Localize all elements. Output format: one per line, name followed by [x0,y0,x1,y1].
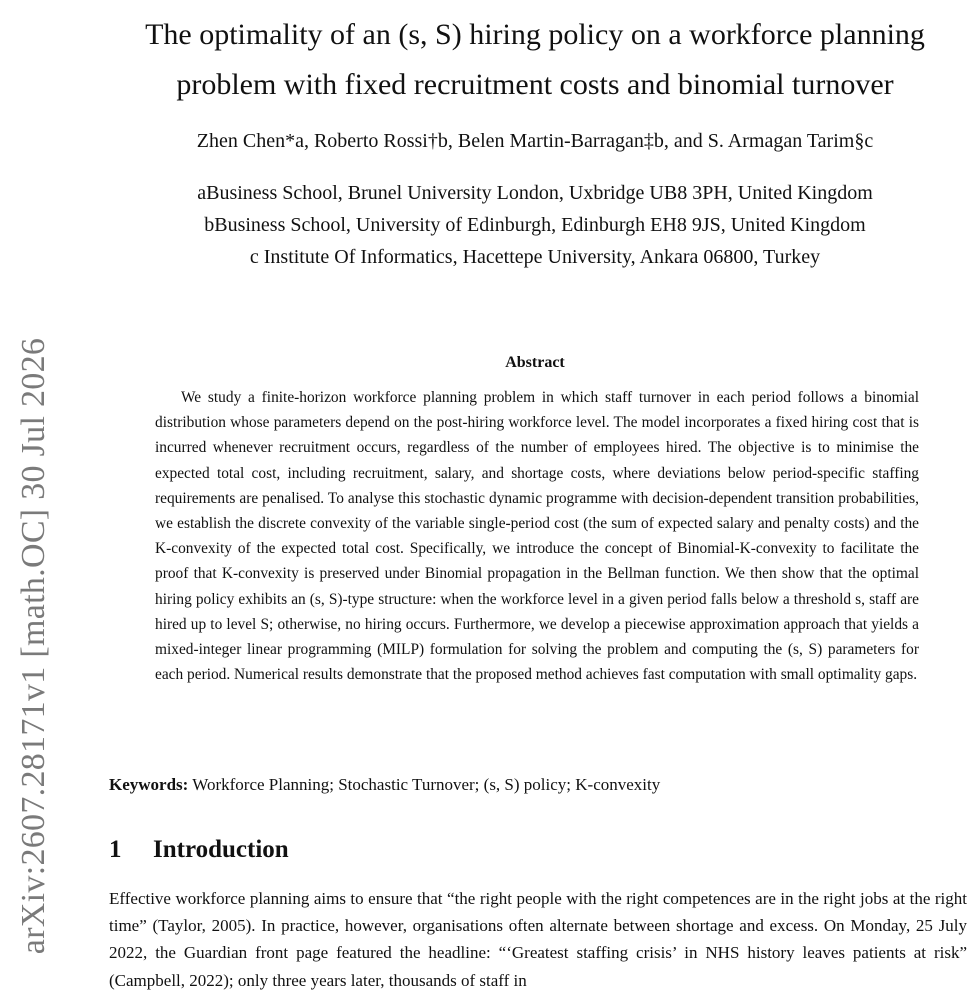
affiliation-c: c Institute Of Informatics, Hacettepe University, Ankara 06800, Turkey [249,246,821,268]
section-title: Introduction [153,836,289,863]
section-heading [109,833,969,867]
keywords-line [109,773,969,797]
abstract-heading: Abstract [505,354,565,371]
abstract-body: We study a finite-horizon workforce planning problem in which staff turnover in each period follows a binomial distribution whose parameters depend on the post-hiring workforce level. The model incorporates a fixed hiring cost that is incurred whenever recruitment occurs, regardless of the number of employees hired. The objective is to minimise the expected total cost, including recruitment, salary, and shortage costs, where deviations below period-specific staffing requirements are penalised. To analyse this stochastic dynamic programme with decision-dependent transition probabilities, we establish the discrete convexity of the variable single-period cost (the sum of expected salary and penalty costs) and the K-convexity of the expected total cost. Specifically, we introduce the concept of Binomial-K-convexity to facilitate the proof that K-convexity is preserved under Binomial propagation in the Bellman function. We then show that the optimal hiring policy exhibits an (s, S)-type structure: when the workforce level in a given period falls below a threshold s, staff are hired up to level S; otherwise, no hiring occurs. Furthermore, we develop a piecewise approximation approach that yields a mixed-integer linear programming (MILP) formulation for solving the problem and computing the (s, S) parameters for each period. Numerical results demonstrate that the proposed method achieves fast computation with small optimality gaps. [155,389,919,684]
arxiv-identifier: arXiv:2607.28171v1 [math.OC] 30 Jul 2026 [15,337,52,955]
affiliation-list [100,177,970,273]
introduction-paragraph: Effective workforce planning aims to ensure that “the right people with the right competences are in the right jobs at the right time” (Taylor, 2005). In practice, however, organisations often alternate between shortage and excess. On Monday, 25 July 2022, the Guardian front page featured the headline: “‘Greatest staffing crisis’ in NHS history leaves patients at risk” (Campbell, 2022); only three years later, thousands of staff in [109,889,967,990]
paper-title [100,10,970,110]
arxiv-sidebar [0,0,60,1000]
keywords-label: Keywords: [109,775,189,794]
keywords-text: Workforce Planning; Stochastic Turnover; (s, S) policy; K-convexity [192,775,661,794]
author-list: Zhen Chen*a, Roberto Rossi†b, Belen Martin-Barragan‡b, and S. Armagan Tarim§c [196,130,874,152]
affiliation-a: aBusiness School, Brunel University London, Uxbridge UB8 3PH, United Kingdom [197,182,873,204]
title-line-1: The optimality of an (s, S) hiring policy on a workforce planning [145,18,925,51]
section-number: 1 [109,836,122,863]
affiliation-b: bBusiness School, University of Edinburgh, Edinburgh EH8 9JS, United Kingdom [204,214,866,236]
title-line-2: problem with fixed recruitment costs and binomial turnover [176,68,894,101]
